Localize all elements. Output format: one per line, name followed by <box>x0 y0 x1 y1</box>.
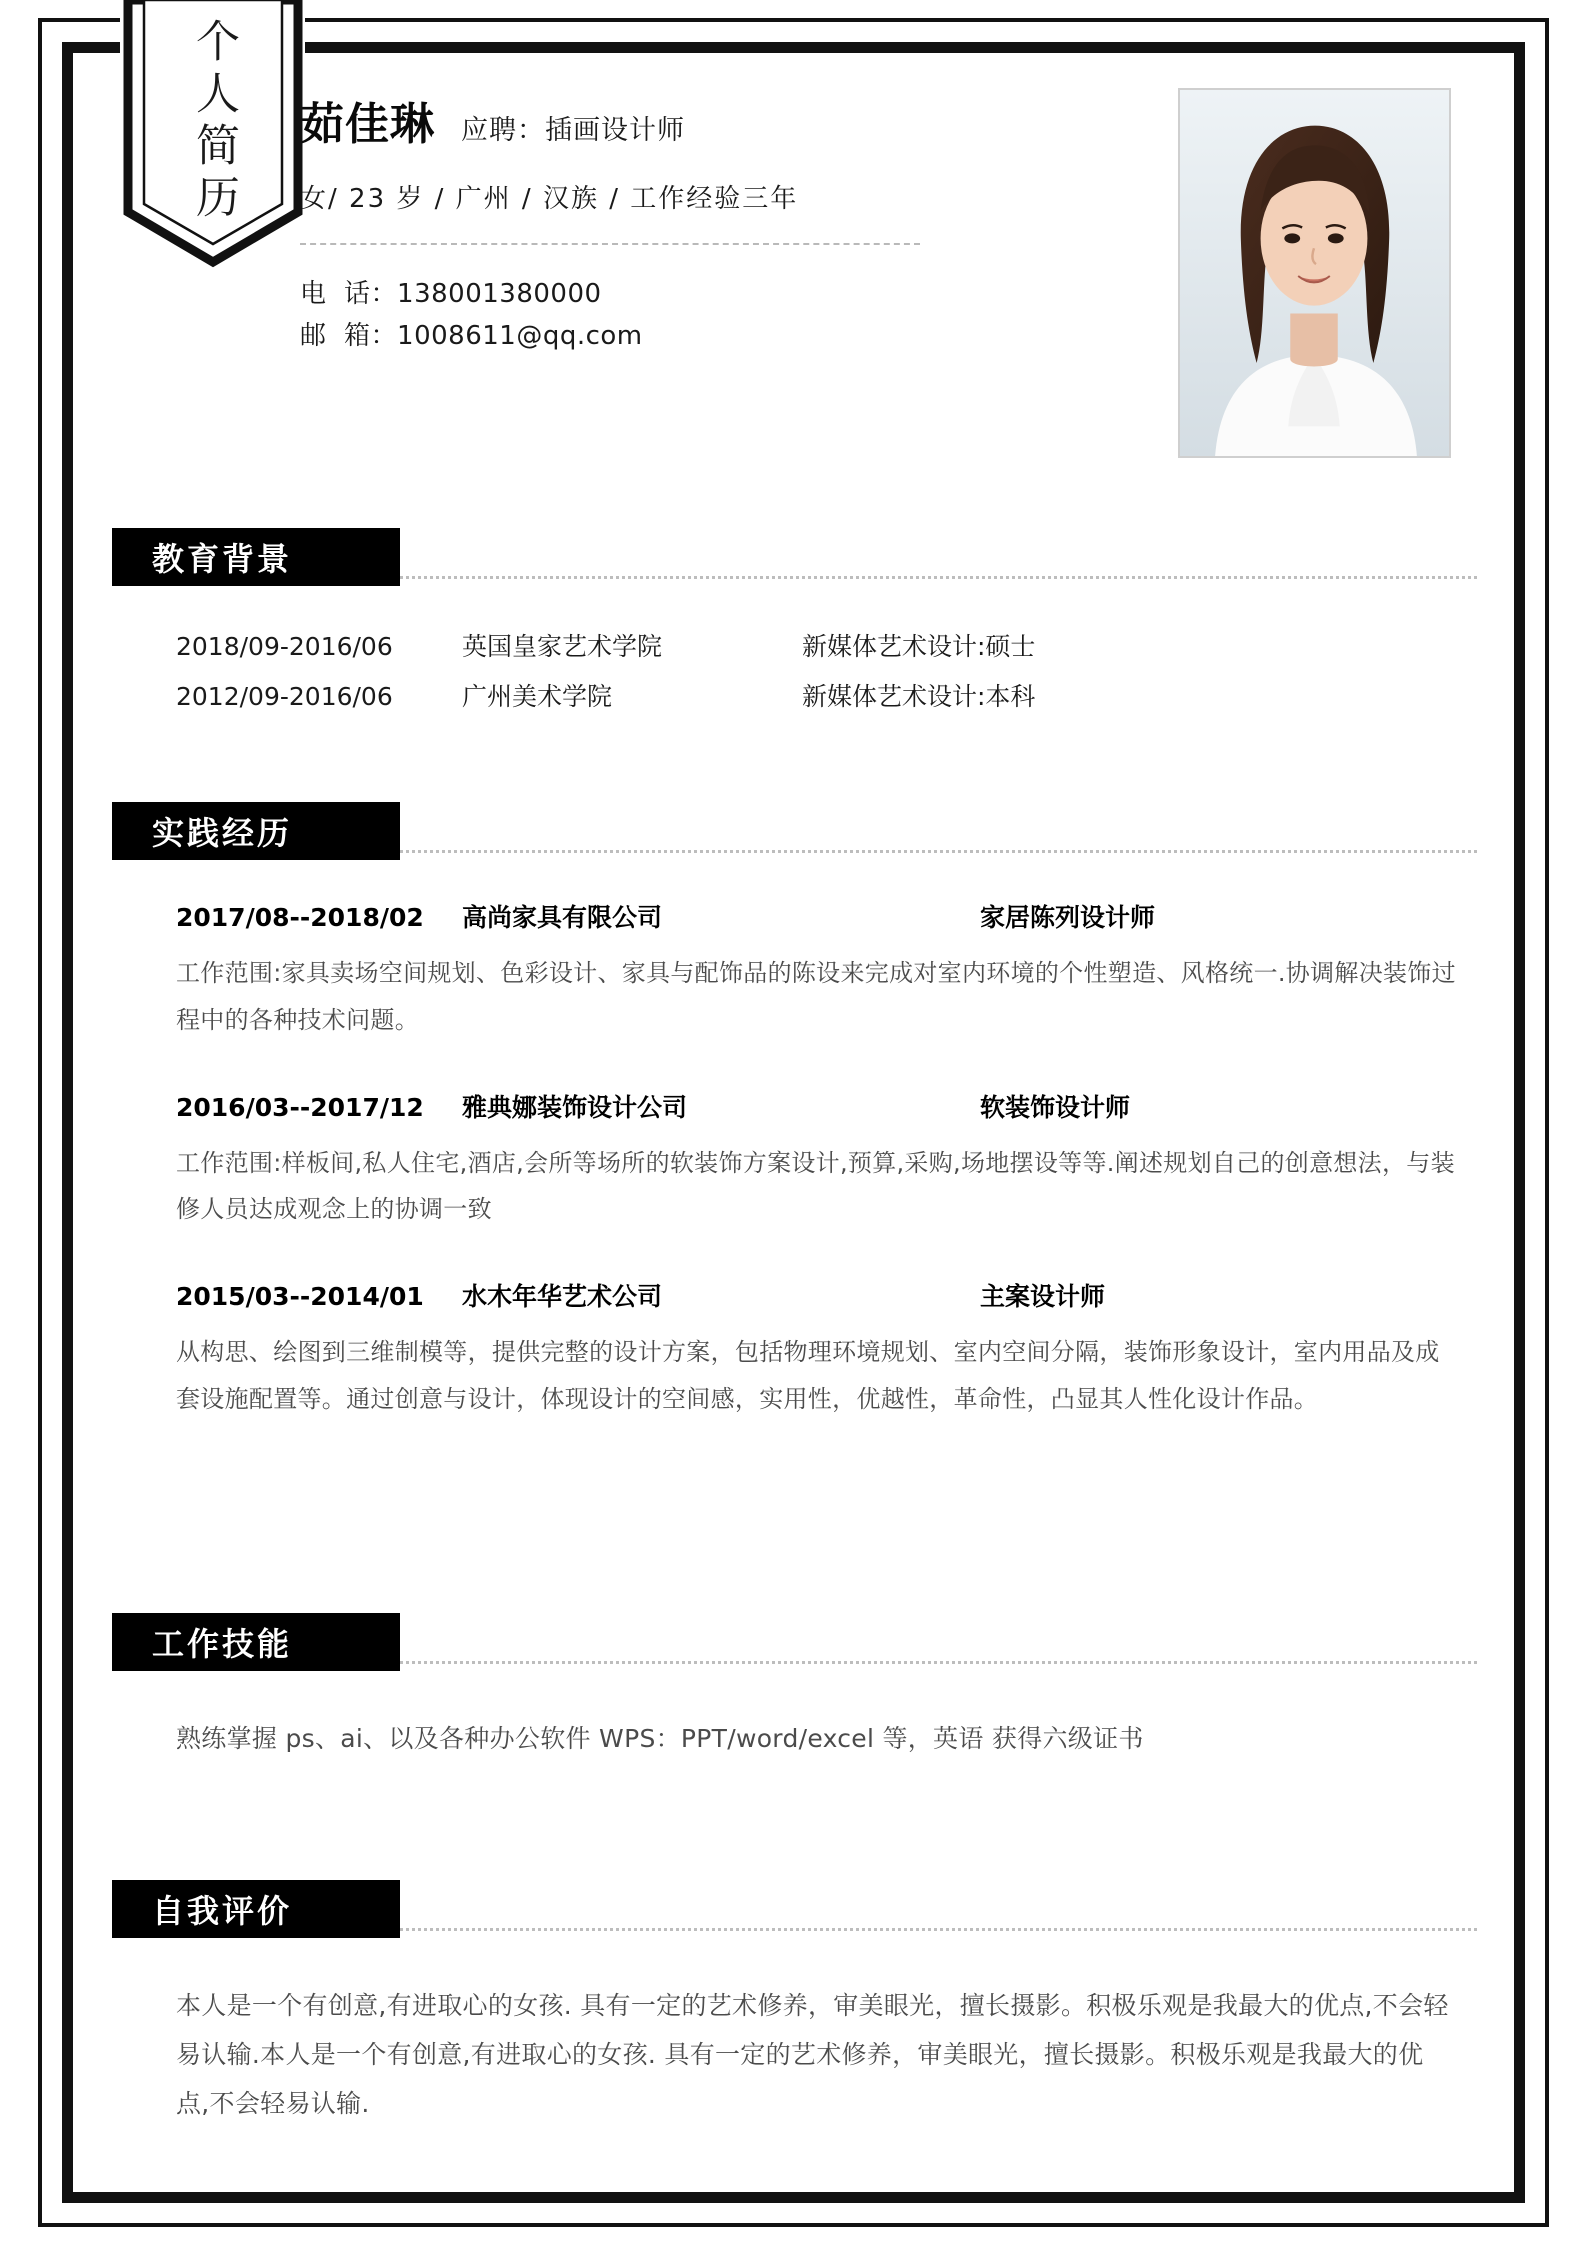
self-evaluation-header <box>112 1880 1477 1938</box>
experience-company: 水木年华艺术公司 <box>462 1282 663 1312</box>
list-item <box>112 898 1477 1044</box>
experience-role: 主案设计师 <box>980 1282 1106 1312</box>
education-title: 教育背景 <box>112 528 400 586</box>
table-row <box>112 672 1477 722</box>
list-item <box>112 1277 1477 1423</box>
skills-header <box>112 1613 1477 1671</box>
demographics-line: 女/ 23 岁 / 广州 / 汉族 / 工作经验三年 <box>300 184 799 214</box>
experience-rule <box>400 850 1477 853</box>
education-rule <box>400 576 1477 579</box>
experience-head <box>112 1088 1477 1124</box>
self-evaluation-title: 自我评价 <box>112 1880 400 1938</box>
experience-head <box>112 1277 1477 1313</box>
education-date: 2012/09-2016/06 <box>176 682 393 711</box>
experience-date: 2015/03--2014/01 <box>176 1282 424 1312</box>
applying-position: 应聘：插画设计师 <box>461 115 685 146</box>
name-row <box>300 88 1180 152</box>
experience-role: 软装饰设计师 <box>980 1092 1131 1122</box>
ribbon-title <box>122 0 304 268</box>
skills-title: 工作技能 <box>112 1613 400 1671</box>
header-block <box>300 88 1180 357</box>
education-rows <box>112 622 1477 722</box>
education-school: 广州美术学院 <box>462 682 613 711</box>
portrait-photo <box>1178 88 1451 458</box>
experience-description: 从构思、绘图到三维制模等，提供完整的设计方案，包括物理环境规划、室内空间分隔，装饰形象设计，室内用品及成套设施配置等。通过创意与设计，体现设计的空间感，实用性，优越性，革命性，凸显其人性化设计作品。 <box>176 1338 1440 1413</box>
section-education <box>112 528 1477 722</box>
section-experience <box>112 802 1477 1467</box>
contact-block <box>300 273 1180 357</box>
list-item <box>112 1088 1477 1234</box>
experience-description: 工作范围:样板间,私人住宅,酒店,会所等场所的软装饰方案设计,预算,采购,场地摆设等等.阐述规划自己的创意想法，与装修人员达成观念上的协调一致 <box>176 1148 1455 1224</box>
skills-rule <box>400 1661 1477 1664</box>
header-divider <box>300 243 920 245</box>
experience-description: 工作范围:家具卖场空间规划、色彩设计、家具与配饰品的陈设来完成对室内环境的个性塑造、风格统一.协调解决装饰过程中的各种技术问题。 <box>176 959 1456 1034</box>
experience-role: 家居陈列设计师 <box>980 903 1156 932</box>
experience-head <box>112 898 1477 934</box>
experience-date: 2017/08--2018/02 <box>176 903 424 932</box>
portrait-illustration <box>1180 90 1449 456</box>
experience-list <box>112 898 1477 1423</box>
experience-date: 2016/03--2017/12 <box>176 1092 424 1122</box>
education-school: 英国皇家艺术学院 <box>462 632 663 661</box>
ribbon-title-text: 个人简历 <box>188 18 239 226</box>
education-date: 2018/09-2016/06 <box>176 632 393 661</box>
education-major: 新媒体艺术设计:硕士 <box>802 632 1036 661</box>
email-line: 邮 箱：1008611@qq.com <box>300 321 643 352</box>
phone-line: 电 话：138001380000 <box>300 279 602 309</box>
section-skills <box>112 1613 1477 1764</box>
candidate-name: 茹佳琳 <box>300 99 435 150</box>
self-evaluation-text: 本人是一个有创意,有进取心的女孩. 具有一定的艺术修养，审美眼光，擅长摄影。积极乐观是我最大的优点,不会轻易认输.本人是一个有创意,有进取心的女孩. 具有一定的艺术修养，审美眼光，擅长摄影。积极乐观是我最大的优点,不会轻易认输. <box>176 1991 1449 2118</box>
education-major: 新媒体艺术设计:本科 <box>802 682 1036 711</box>
self-evaluation-rule <box>400 1928 1477 1931</box>
ribbon-banner <box>122 0 304 268</box>
experience-company: 雅典娜装饰设计公司 <box>462 1092 688 1122</box>
experience-title: 实践经历 <box>112 802 400 860</box>
education-header <box>112 528 1477 586</box>
experience-company: 高尚家具有限公司 <box>462 903 663 932</box>
table-row <box>112 622 1477 672</box>
section-self-evaluation <box>112 1880 1477 2128</box>
skills-text: 熟练掌握 ps、ai、以及各种办公软件 WPS：PPT/word/excel 等，英语 获得六级证书 <box>176 1724 1144 1753</box>
experience-header <box>112 802 1477 860</box>
